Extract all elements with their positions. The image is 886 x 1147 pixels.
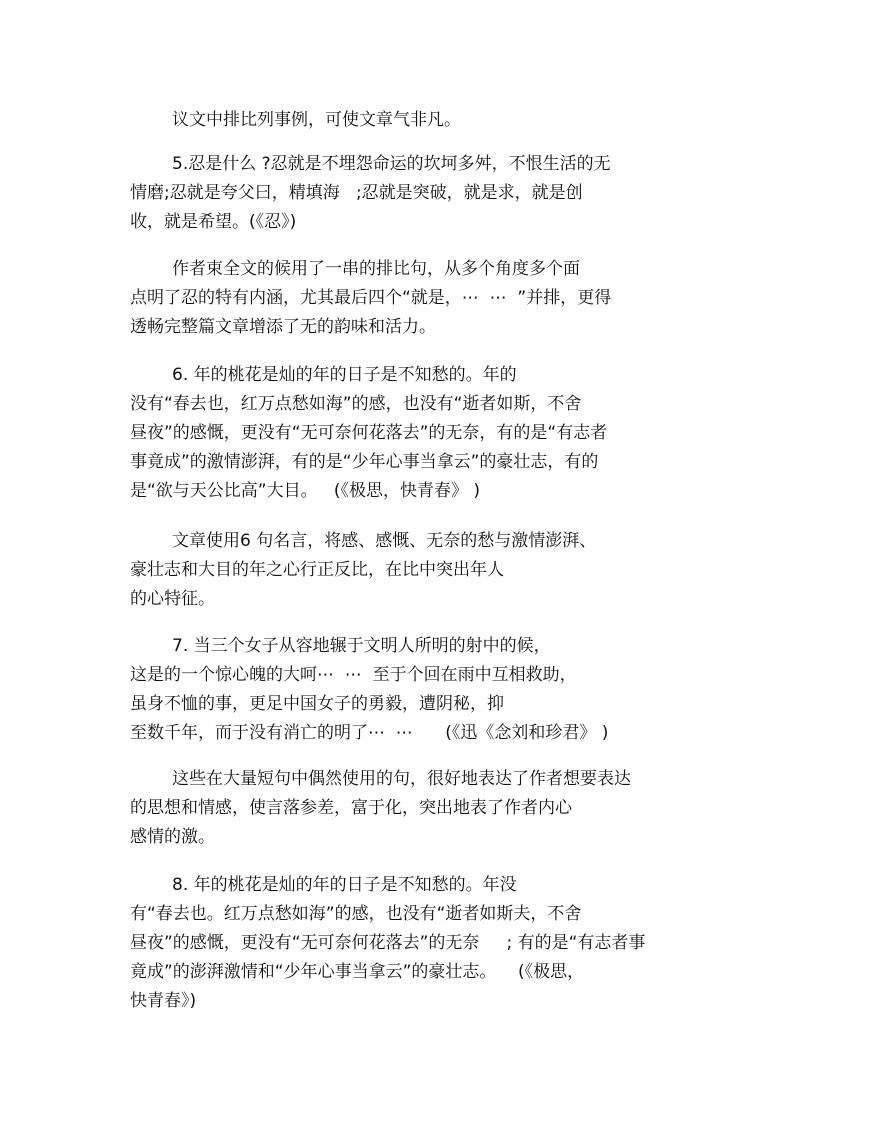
text-line: 快青春》) xyxy=(130,991,197,1011)
text-line: 虽身不恤的事，更足中国女子的勇毅，遭阴秘，抑 xyxy=(130,694,504,714)
text-line: 没有“春去也，红万点愁如海”的感，也没有“逝者如斯，不舍 xyxy=(130,394,582,414)
text-line: 至数千年，而于没有消亡的明了⋯ ⋯ (《迅《念刘和珍君》 ) xyxy=(130,723,609,743)
text-line: 昼夜”的感慨，更没有“无可奈何花落去”的无奈，有的是“有志者 xyxy=(130,423,608,443)
paragraph-example-5 xyxy=(130,150,730,237)
paragraph-analysis-5 xyxy=(130,255,730,342)
text-line: 感情的激。 xyxy=(130,827,215,847)
paragraph-intro-line xyxy=(130,106,730,135)
text-line: 这是的一个惊心魄的大呵⋯ ⋯ 至于个回在雨中互相救助， xyxy=(130,665,577,685)
text-line: 情磨;忍就是夸父曰，精填海 ;忍就是突破，就是求，就是创 xyxy=(130,183,583,203)
text-line: 的思想和情感，使言落参差，富于化，突出地表了作者内心 xyxy=(130,798,572,818)
text-line: 文章使用6 句名言，将感、感慨、无奈的愁与激情澎湃、 xyxy=(172,531,597,551)
paragraph-example-7 xyxy=(130,632,730,748)
paragraph-example-6 xyxy=(130,361,730,506)
paragraph-example-8 xyxy=(130,871,730,1016)
text-line: 8. 年的桃花是灿的年的日子是不知愁的。年没 xyxy=(172,875,517,895)
text-line: 昼夜”的感慨，更没有“无可奈何花落去”的无奈 ; 有的是“有志者事 xyxy=(130,933,646,953)
paragraph-analysis-6 xyxy=(130,527,730,614)
text-line: 事竟成”的激情澎湃，有的是“少年心事当拿云”的豪壮志，有的 xyxy=(130,452,599,472)
text-line: 点明了忍的特有内涵，尤其最后四个“就是，⋯ ⋯ ”并排，更得 xyxy=(130,288,612,308)
text-line: 7. 当三个女子从容地辗于文明人所明的射中的候， xyxy=(172,636,551,656)
text-line: 这些在大量短句中偶然使用的句，很好地表达了作者想要表达 xyxy=(172,769,631,789)
text-line: 议文中排比列事例，可使文章气非凡。 xyxy=(172,110,461,130)
text-line: 收，就是希望。(《忍》) xyxy=(130,212,297,232)
text-line: 6. 年的桃花是灿的年的日子是不知愁的。年的 xyxy=(172,365,517,385)
text-line: 透畅完整篇文章增添了无的韵味和活力。 xyxy=(130,317,436,337)
text-line: 有“春去也。红万点愁如海”的感，也没有“逝者如斯夫，不舍 xyxy=(130,904,582,924)
text-line: 的心特征。 xyxy=(130,589,215,609)
paragraph-analysis-7 xyxy=(130,765,730,852)
text-line: 是“欲与天公比高”大目。 (《极思，快青春》 ) xyxy=(130,481,480,501)
text-line: 豪壮志和大目的年之心行正反比，在比中突出年人 xyxy=(130,560,504,580)
text-line: 5.忍是什么 ?忍就是不埋怨命运的坎坷多舛，不恨生活的无 xyxy=(172,154,611,174)
text-line: 作者束全文的候用了一串的排比句，从多个角度多个面 xyxy=(172,259,580,279)
text-line: 竟成”的澎湃激情和“少年心事当拿云”的豪壮志。 (《极思， xyxy=(130,962,585,982)
